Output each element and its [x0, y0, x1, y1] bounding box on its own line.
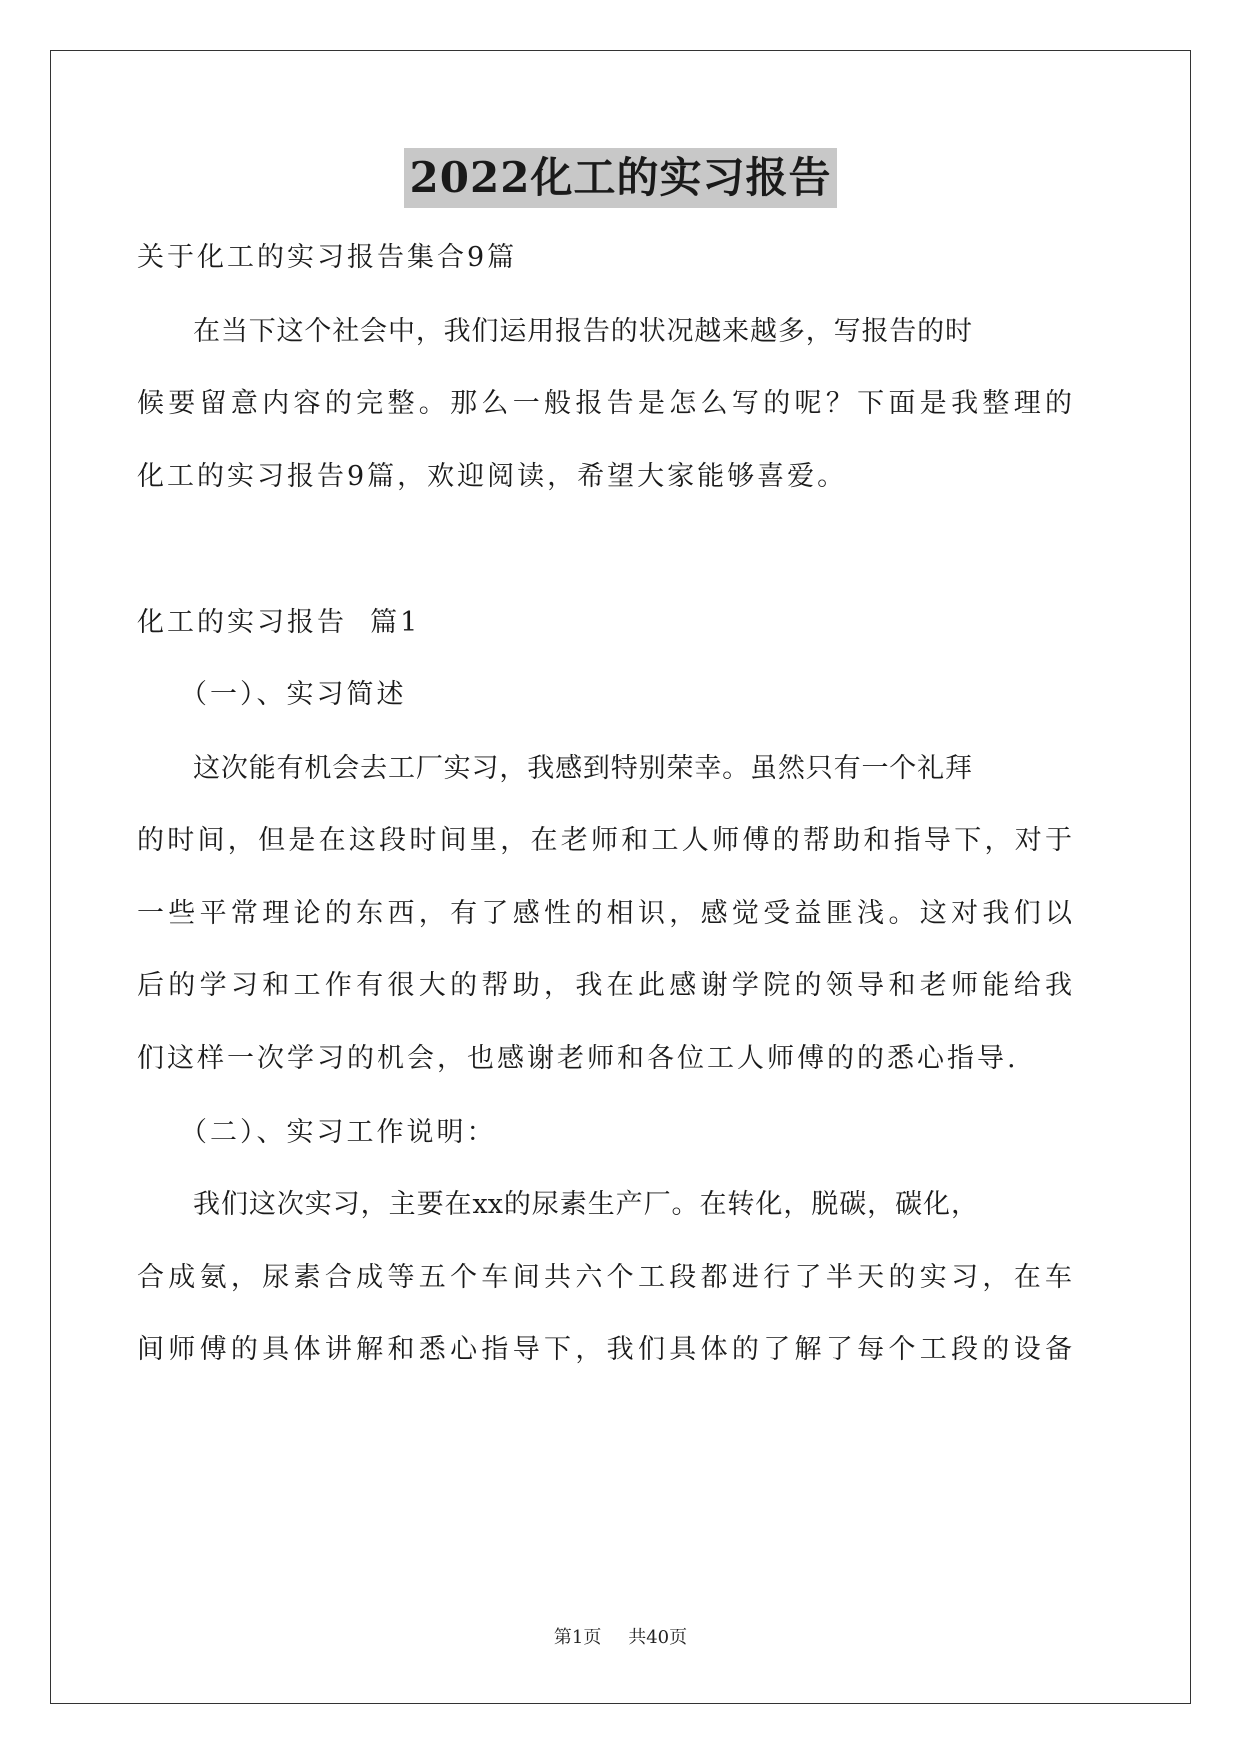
para1-line-5: 们这样一次学习的机会，也感谢老师和各位工人师傅的的悉心指导. [137, 1043, 1019, 1074]
para2-line-3: 间师傅的具体讲解和悉心指导下，我们具体的了解了每个工段的设备 [137, 1334, 1072, 1365]
page-total: 共40页 [628, 1627, 688, 1648]
page-number: 第1页 [553, 1627, 602, 1648]
document-title: 2022化工的实习报告 [404, 148, 838, 208]
para1-line-1: 这次能有机会去工厂实习，我感到特别荣幸。虽然只有一个礼拜 [193, 753, 972, 784]
intro-line-1: 在当下这个社会中，我们运用报告的状况越来越多，写报告的时 [193, 316, 972, 347]
document-subtitle: 关于化工的实习报告集合9篇 [137, 242, 518, 273]
page-footer [0, 1626, 1241, 1650]
para1-line-3: 一些平常理论的东西，有了感性的相识，感觉受益匪浅。这对我们以 [137, 898, 1072, 929]
section-heading: 化工的实习报告 篇1 [137, 607, 421, 638]
intro-line-3: 化工的实习报告9篇，欢迎阅读，希望大家能够喜爱。 [137, 461, 848, 492]
para1-line-4: 后的学习和工作有很大的帮助，我在此感谢学院的领导和老师能给我 [137, 970, 1072, 1001]
para2-line-2: 合成氨，尿素合成等五个车间共六个工段都进行了半天的实习，在车 [137, 1262, 1072, 1293]
title-container [0, 148, 1241, 208]
sub-heading-1: （一）、实习简述 [180, 679, 407, 710]
para1-line-2: 的时间，但是在这段时间里，在老师和工人师傅的帮助和指导下，对于 [137, 825, 1072, 856]
page-border [50, 50, 1191, 1704]
para2-line-1: 我们这次实习，主要在xx的尿素生产厂。在转化，脱碳，碳化， [193, 1189, 978, 1220]
sub-heading-2: （二）、实习工作说明： [180, 1117, 497, 1148]
intro-line-2: 候要留意内容的完整。那么一般报告是怎么写的呢？下面是我整理的 [137, 388, 1072, 419]
